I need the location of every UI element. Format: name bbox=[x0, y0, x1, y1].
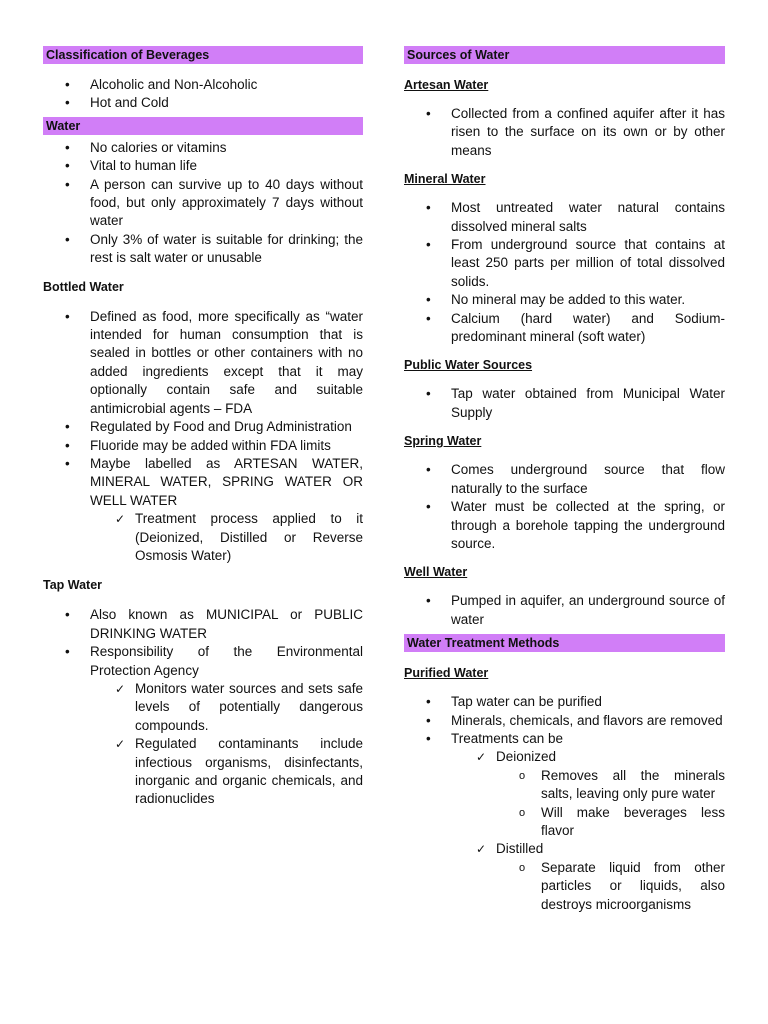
list-item: • Regulated by Food and Drug Administration bbox=[43, 418, 363, 436]
mineral-list bbox=[404, 199, 725, 346]
check-item: ✓ Treatment process applied to it (Deionized, Distilled or Reverse Osmosis Water) bbox=[43, 510, 363, 565]
artesan-list bbox=[404, 105, 725, 160]
treatment-heading: Water Treatment Methods bbox=[404, 634, 725, 652]
check-item: ✓ Regulated contaminants include infectious organisms, disinfectants, inorganic and organic chemicals, and radionuclides bbox=[43, 735, 363, 809]
list-item: • Only 3% of water is suitable for drinking; the rest is salt water or unusable bbox=[43, 231, 363, 268]
list-item: • Maybe labelled as ARTESAN WATER, MINERAL WATER, SPRING WATER OR WELL WATER bbox=[43, 455, 363, 510]
sub-item: o Separate liquid from other particles or liquids, also destroys microorganisms bbox=[404, 859, 725, 914]
list-item: • Fluoride may be added within FDA limits bbox=[43, 437, 363, 455]
check-item: ✓ Distilled bbox=[404, 840, 725, 858]
list-item: • Most untreated water natural contains dissolved mineral salts bbox=[404, 199, 725, 236]
artesan-water-heading: Artesan Water bbox=[404, 78, 489, 92]
list-item: • Vital to human life bbox=[43, 157, 363, 175]
list-item: • Defined as food, more specifically as “water intended for human consumption that is sealed in bottles or other containers with no added ingredients except that it may optionally contain safe and suitable antimicrobial agents – FDA bbox=[43, 308, 363, 418]
list-item: • Collected from a confined aquifer after it has risen to the surface on its own or by other means bbox=[404, 105, 725, 160]
well-list bbox=[404, 592, 725, 629]
tap-water-heading: Tap Water bbox=[43, 578, 103, 593]
public-list bbox=[404, 385, 725, 422]
list-item: • No mineral may be added to this water. bbox=[404, 291, 725, 309]
check-item: ✓ Monitors water sources and sets safe levels of potentially dangerous compounds. bbox=[43, 680, 363, 735]
list-item: • From underground source that contains at least 250 parts per million of total dissolved solids. bbox=[404, 236, 725, 291]
list-item: • Hot and Cold bbox=[43, 94, 363, 112]
purified-water-heading: Purified Water bbox=[404, 666, 489, 681]
right-column bbox=[404, 46, 725, 914]
list-item: • A person can survive up to 40 days without food, but only approximately 7 days without water bbox=[43, 176, 363, 231]
classification-list bbox=[43, 76, 363, 113]
list-item: • Water must be collected at the spring, or through a borehole tapping the underground source. bbox=[404, 498, 725, 553]
check-item: ✓ Deionized bbox=[404, 748, 725, 766]
sources-heading: Sources of Water bbox=[404, 46, 725, 64]
public-water-heading: Public Water Sources bbox=[404, 358, 533, 373]
spring-list bbox=[404, 461, 725, 553]
list-item: • Minerals, chemicals, and flavors are removed bbox=[404, 712, 725, 730]
water-heading: Water bbox=[43, 117, 363, 135]
tap-water-list bbox=[43, 606, 363, 808]
classification-heading: Classification of Beverages bbox=[43, 46, 363, 64]
sub-item: o Will make beverages less flavor bbox=[404, 804, 725, 841]
well-water-heading: Well Water bbox=[404, 565, 468, 580]
bottled-water-list bbox=[43, 308, 363, 566]
list-item: • Comes underground source that flow naturally to the surface bbox=[404, 461, 725, 498]
bottled-water-heading: Bottled Water bbox=[43, 279, 124, 294]
list-item: • Tap water obtained from Municipal Water Supply bbox=[404, 385, 725, 422]
list-item: • No calories or vitamins bbox=[43, 139, 363, 157]
sub-item: o Removes all the minerals salts, leaving only pure water bbox=[404, 767, 725, 804]
list-item: • Alcoholic and Non-Alcoholic bbox=[43, 76, 363, 94]
purified-list bbox=[404, 693, 725, 914]
list-item: • Calcium (hard water) and Sodium-predominant mineral (soft water) bbox=[404, 310, 725, 347]
list-item: • Responsibility of the Environmental Protection Agency bbox=[43, 643, 363, 680]
list-item: • Treatments can be bbox=[404, 730, 725, 748]
spring-water-heading: Spring Water bbox=[404, 434, 482, 449]
list-item: • Also known as MUNICIPAL or PUBLIC DRINKING WATER bbox=[43, 606, 363, 643]
mineral-water-heading: Mineral Water bbox=[404, 172, 486, 187]
list-item: • Pumped in aquifer, an underground source of water bbox=[404, 592, 725, 629]
left-column bbox=[43, 46, 363, 809]
water-list bbox=[43, 139, 363, 268]
list-item: • Tap water can be purified bbox=[404, 693, 725, 711]
